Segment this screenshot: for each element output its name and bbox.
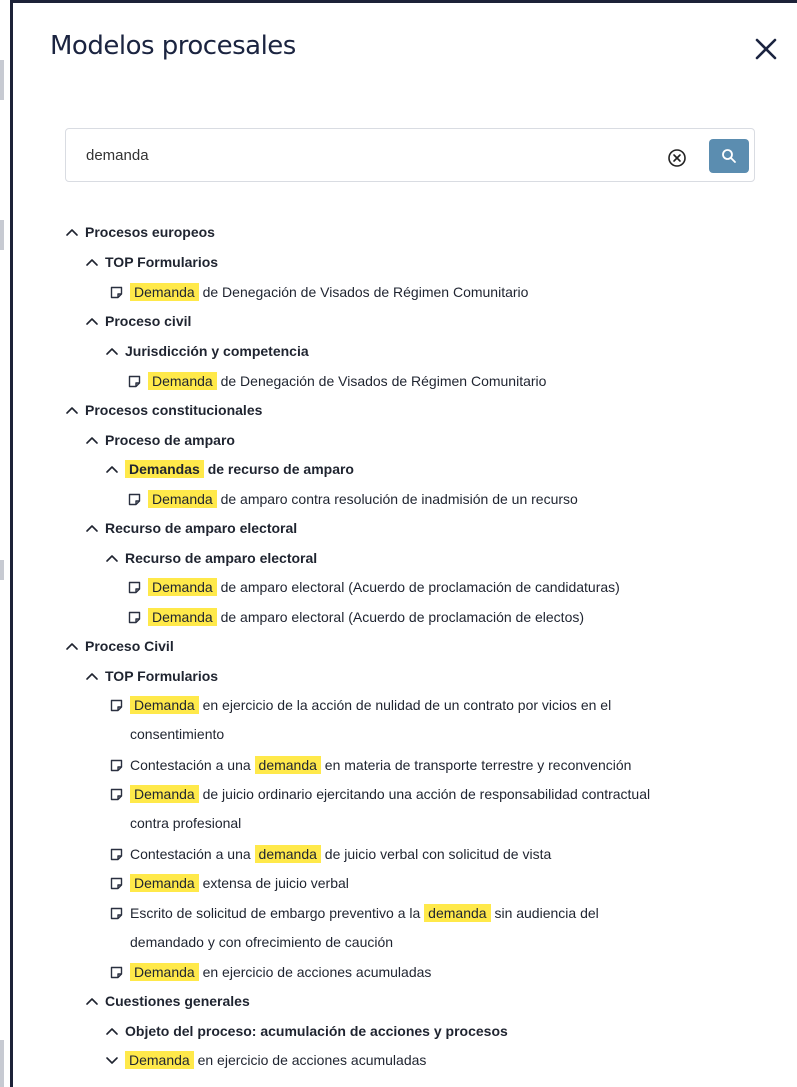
window-edge [0,0,10,1087]
search-input[interactable] [86,143,606,167]
search-highlight: Demanda [130,283,199,301]
item-text-suffix: de recurso de amparo [203,461,354,477]
tree-item-label [148,373,546,389]
tree-folder-item[interactable] [105,340,309,362]
tree-folder-item[interactable] [85,429,235,451]
item-text-suffix: en ejercicio de acciones acumuladas [193,1052,427,1068]
tree-item-label [130,846,551,862]
tree-folder-item[interactable] [85,665,218,687]
tree-folder-item[interactable] [105,458,354,480]
item-text-suffix: extensa de juicio verbal [198,875,349,891]
tree-document-item[interactable] [109,281,528,303]
tree-folder-item[interactable] [85,310,191,332]
tree-item-label: Proceso civil [105,313,192,329]
tree-item-label [130,757,631,773]
item-text-prefix: Contestación a una [130,757,255,773]
tree-item-label: Procesos constitucionales [85,402,263,418]
chevron-up-icon [65,639,79,653]
tree-document-item[interactable] [109,694,611,716]
chevron-up-icon [85,994,99,1008]
tree-folder-item[interactable] [85,517,297,539]
tree-document-item[interactable] [109,754,631,776]
tree-item-label: Proceso Civil [85,638,174,654]
document-icon [109,285,124,300]
tree-item-label: Procesos europeos [85,224,215,240]
chevron-up-icon [65,403,79,417]
tree-folder-item[interactable] [105,547,317,569]
tree-document-item[interactable] [109,872,349,894]
search-highlight: demanda [424,904,490,922]
document-icon [109,698,124,713]
document-icon [109,965,124,980]
item-text-prefix: Contestación a una [130,846,255,862]
tree-document-item[interactable] [127,370,546,392]
tree-item-continuation: contra profesional [130,815,242,831]
chevron-down-icon [105,1053,119,1067]
tree-item-label [148,609,584,625]
modal-title: Modelos procesales [50,31,296,61]
tree-document-item[interactable] [109,961,431,983]
tree-item-label: Jurisdicción y competencia [125,343,309,359]
tree-item-label: Recurso de amparo electoral [105,520,298,536]
document-icon [127,374,142,389]
item-text-suffix: sin audiencia del [490,905,599,921]
clear-circle-icon [666,147,688,169]
document-icon [109,847,124,862]
tree-item-label [148,579,620,595]
chevron-up-icon [85,433,99,447]
chevron-up-icon [105,344,119,358]
item-text-suffix: de amparo electoral (Acuerdo de proclamación de candidaturas) [216,579,620,595]
search-highlight: Demanda [148,608,217,626]
tree-document-item[interactable] [109,843,551,865]
tree-folder-item[interactable] [105,1020,508,1042]
item-text-suffix: en materia de transporte terrestre y reconvención [320,757,632,773]
chevron-up-icon [105,551,119,565]
chevron-up-icon [105,462,119,476]
tree-item-label [125,1052,426,1068]
tree-folder-item[interactable] [85,990,250,1012]
chevron-up-icon [85,314,99,328]
tree-item-label: Objeto del proceso: acumulación de acciones y procesos [125,1023,508,1039]
chevron-up-icon [105,1024,119,1038]
tree-item-label: Recurso de amparo electoral [125,550,318,566]
tree-item-label: TOP Formularios [105,668,219,684]
modal-panel [13,3,797,1087]
document-icon [109,906,124,921]
chevron-up-icon [65,225,79,239]
document-icon [127,610,142,625]
tree-document-item[interactable] [109,783,650,805]
tree-document-item[interactable] [127,606,584,628]
tree-item-continuation: consentimiento [130,726,225,742]
tree-document-item[interactable] [127,576,620,598]
item-text-suffix: de amparo electoral (Acuerdo de proclamación de electos) [216,609,585,625]
tree-item-label: TOP Formularios [105,254,219,270]
chevron-up-icon [85,521,99,535]
search-highlight: Demanda [130,963,199,981]
tree-item-label [130,875,349,891]
tree-item-label [130,964,431,980]
tree-item-label: Proceso de amparo [105,432,235,448]
item-text-suffix: de Denegación de Visados de Régimen Comunitario [198,284,529,300]
tree-folder-item[interactable] [65,399,262,421]
tree-document-item[interactable] [127,488,578,510]
close-button[interactable] [749,32,783,66]
search-box [65,128,755,182]
item-text-suffix: en ejercicio de acciones acumuladas [198,964,432,980]
search-highlight: Demanda [148,372,217,390]
search-highlight: Demanda [148,578,217,596]
document-icon [109,787,124,802]
clear-search-button[interactable] [666,147,688,169]
tree-folder-item[interactable] [85,251,218,273]
search-button[interactable] [709,139,749,173]
search-highlight: demanda [255,756,321,774]
search-icon [721,148,737,164]
tree-item-label [148,491,578,507]
tree-item-label [130,697,611,713]
search-highlight: Demanda [148,490,217,508]
chevron-up-icon [85,255,99,269]
tree-folder-item[interactable] [65,635,174,657]
document-icon [109,758,124,773]
document-icon [127,492,142,507]
tree-item-label: Cuestiones generales [105,993,250,1009]
close-icon [754,37,778,61]
item-text-suffix: en ejercicio de la acción de nulidad de un contrato por vicios en el [198,697,612,713]
search-highlight: Demanda [130,874,199,892]
tree-item-label [130,786,650,802]
tree-item-label [130,905,599,921]
search-highlight: Demandas [125,460,204,478]
tree-item-continuation: demandado y con ofrecimiento de caución [130,934,394,950]
tree-folder-item[interactable] [65,221,215,243]
search-highlight: demanda [255,845,321,863]
item-text-prefix: Escrito de solicitud de embargo preventivo a la [130,905,425,921]
tree-item-label [125,461,354,477]
chevron-up-icon [85,669,99,683]
search-highlight: Demanda [130,785,199,803]
tree-folder-item[interactable] [105,1049,426,1071]
document-icon [109,876,124,891]
search-highlight: Demanda [125,1051,194,1069]
tree-item-label [130,284,528,300]
item-text-suffix: de Denegación de Visados de Régimen Comunitario [216,373,547,389]
tree-document-item[interactable] [109,902,599,924]
item-text-suffix: de juicio ordinario ejercitando una acción de responsabilidad contractual [198,786,651,802]
item-text-suffix: de juicio verbal con solicitud de vista [320,846,552,862]
search-highlight: Demanda [130,696,199,714]
item-text-suffix: de amparo contra resolución de inadmisión de un recurso [216,491,578,507]
document-icon [127,580,142,595]
